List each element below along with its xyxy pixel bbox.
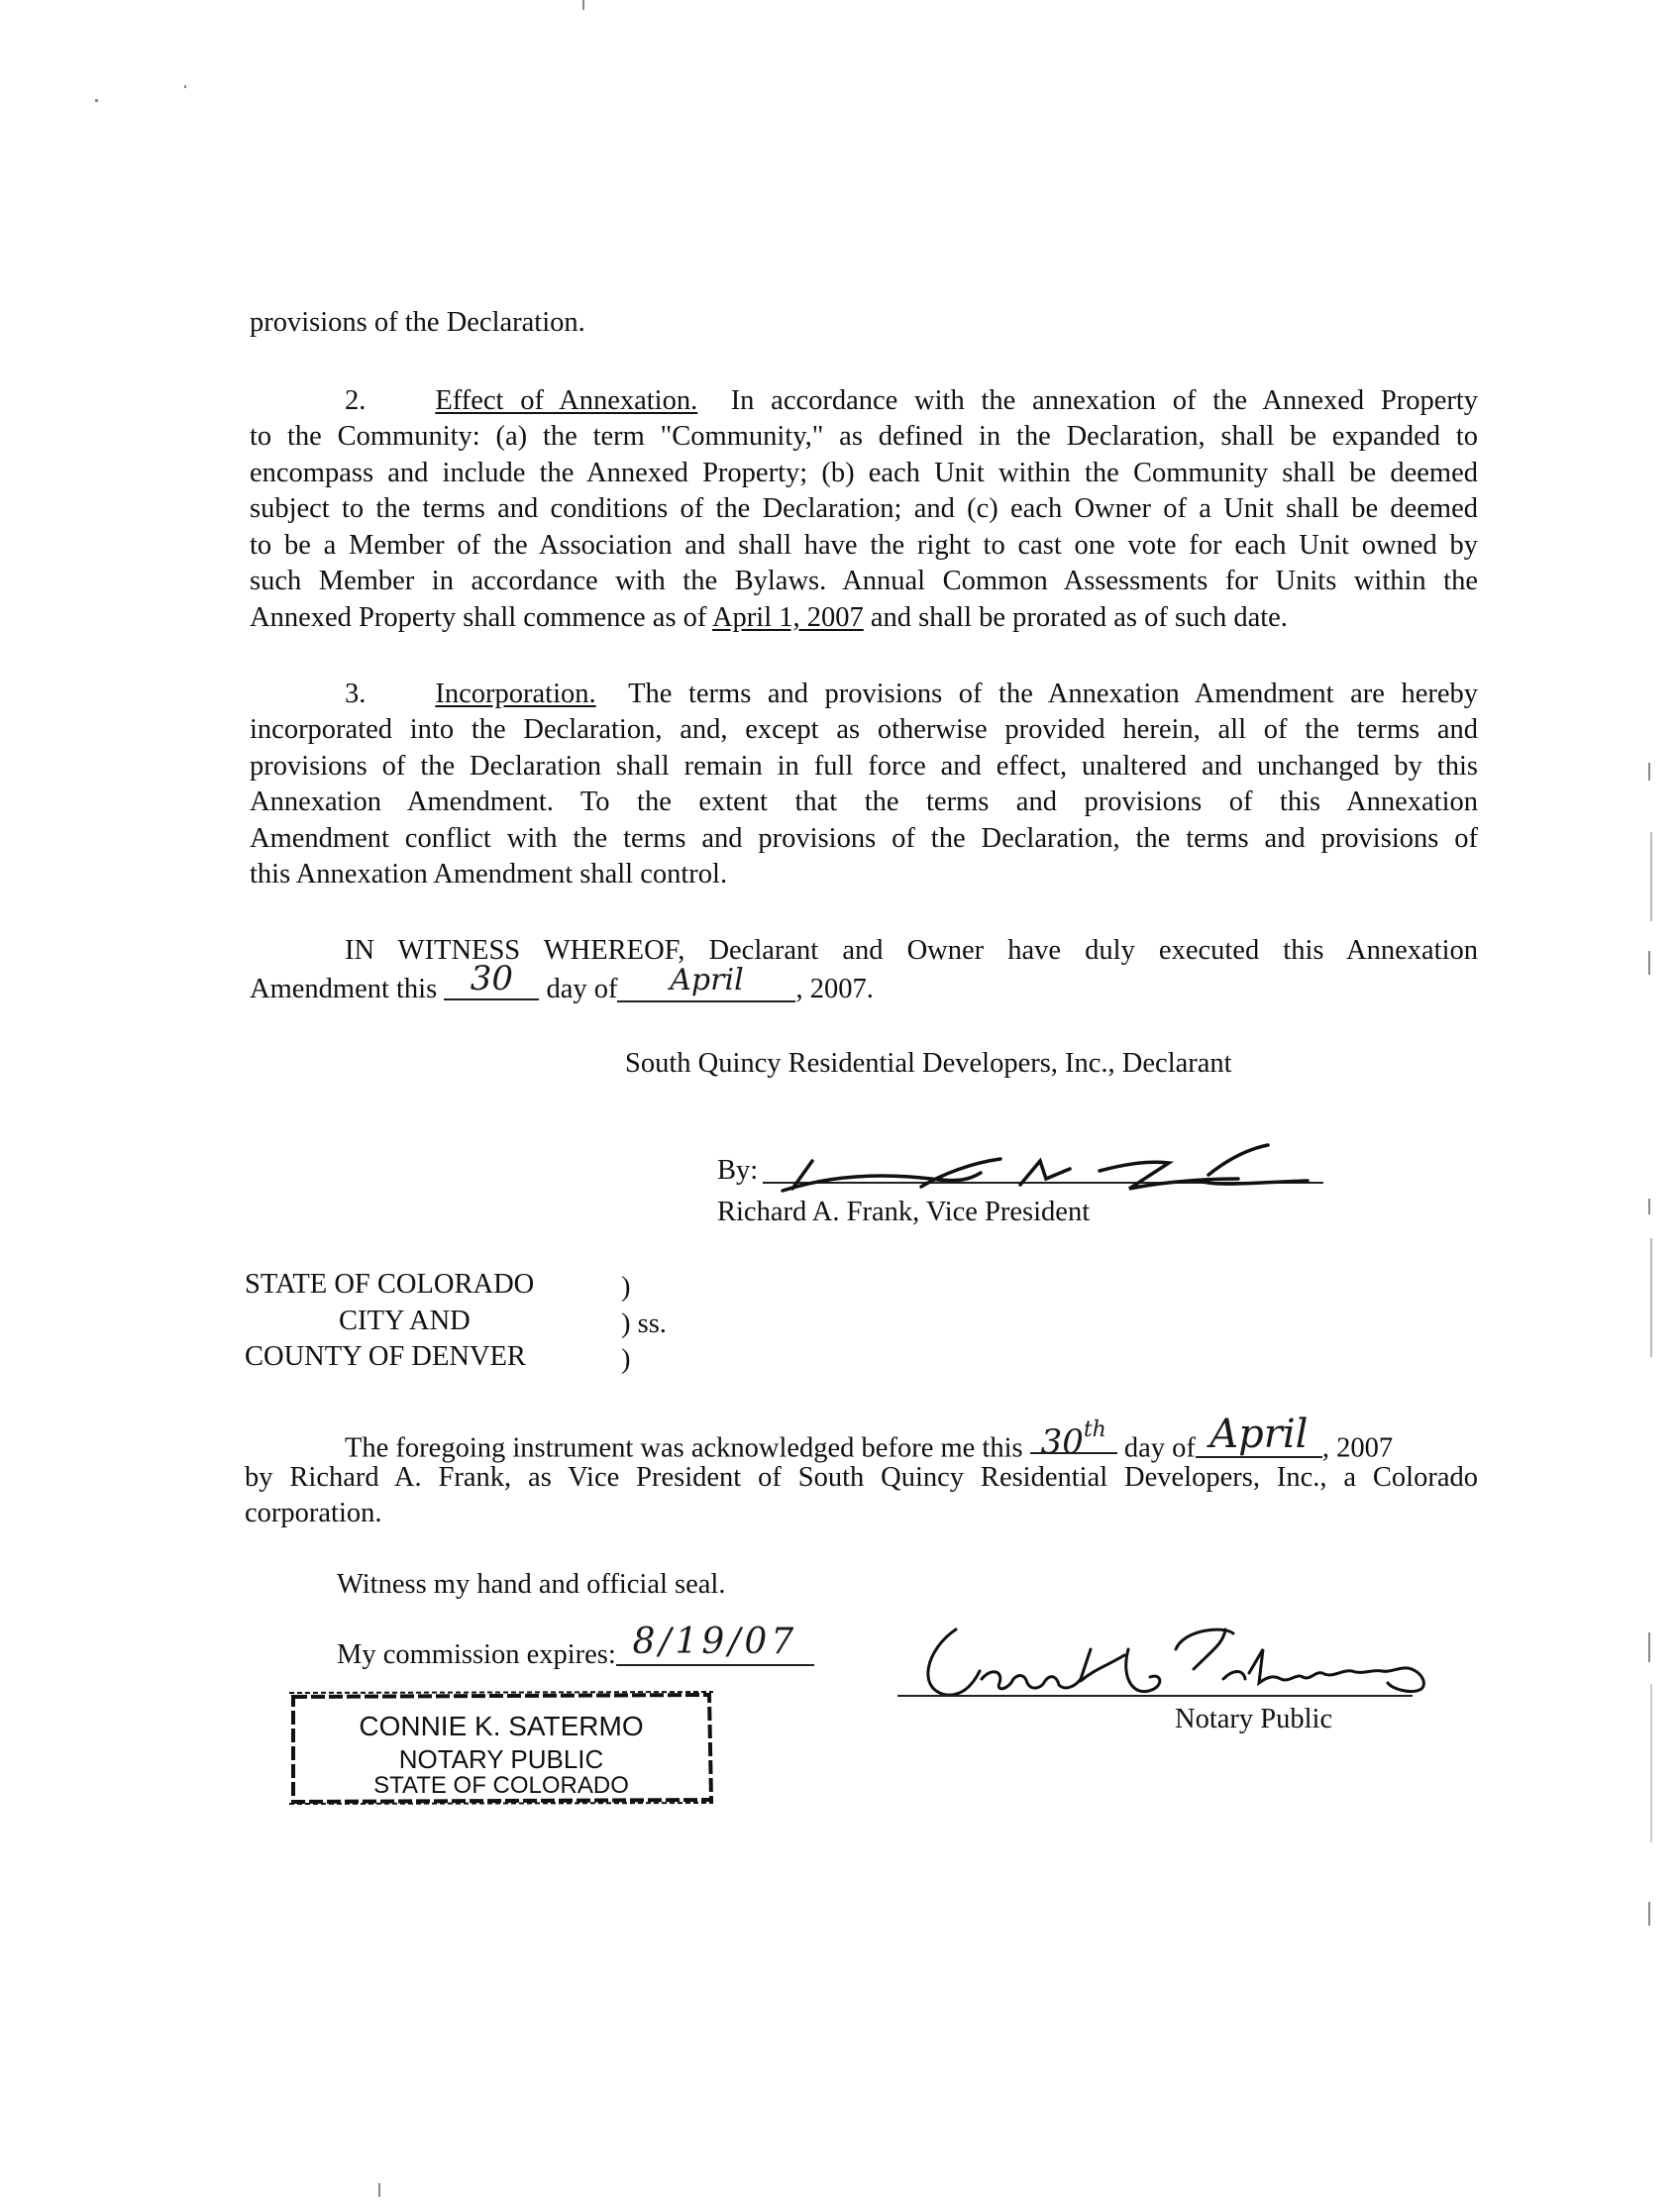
intro-line: provisions of the Declaration.: [250, 307, 585, 338]
section2-number: 2.: [345, 385, 367, 416]
commission-date-field[interactable]: [616, 1622, 814, 1666]
scan-mark: [378, 2183, 380, 2197]
venue-state: STATE OF COLORADO: [245, 1269, 535, 1300]
stamp-title: NOTARY PUBLIC: [398, 1744, 604, 1774]
acknowledgment-line-1: The foregoing instrument was acknowledged before me this 30th day of April , 2007: [345, 1411, 1394, 1464]
witness-month-field[interactable]: [617, 963, 795, 1002]
section3-line-3: provisions of the Declaration shall remain in full force and effect, unaltered and unchanged by this: [250, 751, 1478, 782]
venue-paren-1: ): [621, 1272, 631, 1303]
scan-mark: [1648, 763, 1650, 781]
section2-text: In accordance with the annexation of the Annexed Property: [730, 385, 1479, 416]
section3-heading: Incorporation.: [435, 679, 596, 709]
witness-day-field[interactable]: [444, 959, 539, 1000]
scan-mark: [1650, 1684, 1652, 1842]
ack-month-field[interactable]: [1196, 1411, 1322, 1458]
scan-mark: [1650, 832, 1652, 921]
scan-mark: [1648, 1632, 1650, 1662]
scan-mark: [1650, 1238, 1652, 1357]
commission-label: My commission expires:: [337, 1639, 616, 1670]
section3-line-5: Amendment conflict with the terms and provisions of the Declaration, the terms and provisions of: [250, 823, 1478, 854]
scan-mark: [184, 85, 186, 88]
section3-line-6: this Annexation Amendment shall control.: [250, 859, 728, 890]
section3-line-1: [345, 677, 1478, 713]
venue-city: CITY AND: [339, 1306, 471, 1336]
witness-line-1: IN WITNESS WHEREOF, Declarant and Owner have duly executed this Annexation: [345, 935, 1478, 966]
scan-mark: [1648, 1199, 1650, 1214]
venue-ss: ) ss.: [621, 1309, 667, 1339]
notary-public-label: Notary Public: [1175, 1704, 1333, 1734]
section2-line-7: Annexed Property shall commence as of April 1, 2007 and shall be prorated as of such date.: [250, 602, 1288, 633]
section2-line-6: such Member in accordance with the Bylaws. Annual Common Assessments for Units within the: [250, 566, 1478, 596]
by-label: By:: [717, 1155, 759, 1186]
scan-mark: [1648, 1902, 1650, 1926]
section3-text: The terms and provisions of the Annexation Amendment are hereby: [628, 679, 1478, 709]
seal-line: Witness my hand and official seal.: [337, 1569, 726, 1600]
commission-date: 8/19/07: [632, 1622, 798, 1662]
section2-line-2: to the Community: (a) the term "Community," as defined in the Declaration, shall be expanded to: [250, 421, 1478, 452]
acknowledgment-line-3: corporation.: [245, 1498, 382, 1528]
annexation-date: April 1, 2007: [711, 602, 864, 633]
witness-month: April: [670, 963, 744, 997]
ack-day-suffix: th: [1083, 1417, 1106, 1442]
scan-mark: [95, 99, 98, 102]
venue-paren-3: ): [621, 1344, 631, 1375]
section2-heading: Effect of Annexation.: [435, 385, 698, 416]
notary-stamp: [287, 1689, 715, 1806]
scan-mark: [582, 0, 584, 10]
section3-line-4: Annexation Amendment. To the extent that the terms and provisions of this Annexation: [250, 786, 1478, 817]
ack-day: 30: [1040, 1421, 1084, 1462]
section3-line-2: incorporated into the Declaration, and, except as otherwise provided herein, all of the terms and: [250, 714, 1478, 745]
declarant-name: South Quincy Residential Developers, Inc., Declarant: [625, 1048, 1232, 1079]
commission-line: [337, 1622, 814, 1673]
ack-day-field[interactable]: [1030, 1417, 1117, 1462]
section2-line-3: encompass and include the Annexed Property; (b) each Unit within the Community shall be deemed: [250, 458, 1478, 488]
stamp-state: STATE OF COLORADO: [373, 1772, 629, 1799]
stamp-name: CONNIE K. SATERMO: [359, 1711, 644, 1741]
section3-number: 3.: [345, 679, 367, 709]
acknowledgment-line-2: by Richard A. Frank, as Vice President of South Quincy Residential Developers, Inc., a Colorado: [245, 1462, 1478, 1493]
signer-name: Richard A. Frank, Vice President: [717, 1197, 1091, 1227]
section2-line-4: subject to the terms and conditions of the Declaration; and (c) each Owner of a Unit shall be deemed: [250, 493, 1478, 524]
section2-line-1: [345, 383, 1478, 420]
witness-line-2: Amendment this 30 day of April , 2007.: [250, 959, 874, 1004]
scan-mark: [1648, 951, 1650, 975]
notary-signature-line: [897, 1695, 1413, 1697]
witness-day: 30: [470, 959, 513, 998]
ack-month: April: [1209, 1411, 1309, 1457]
section2-line-5: to be a Member of the Association and shall have the right to cast one vote for each Unit owned by: [250, 530, 1478, 561]
venue-county: COUNTY OF DENVER: [245, 1341, 526, 1372]
